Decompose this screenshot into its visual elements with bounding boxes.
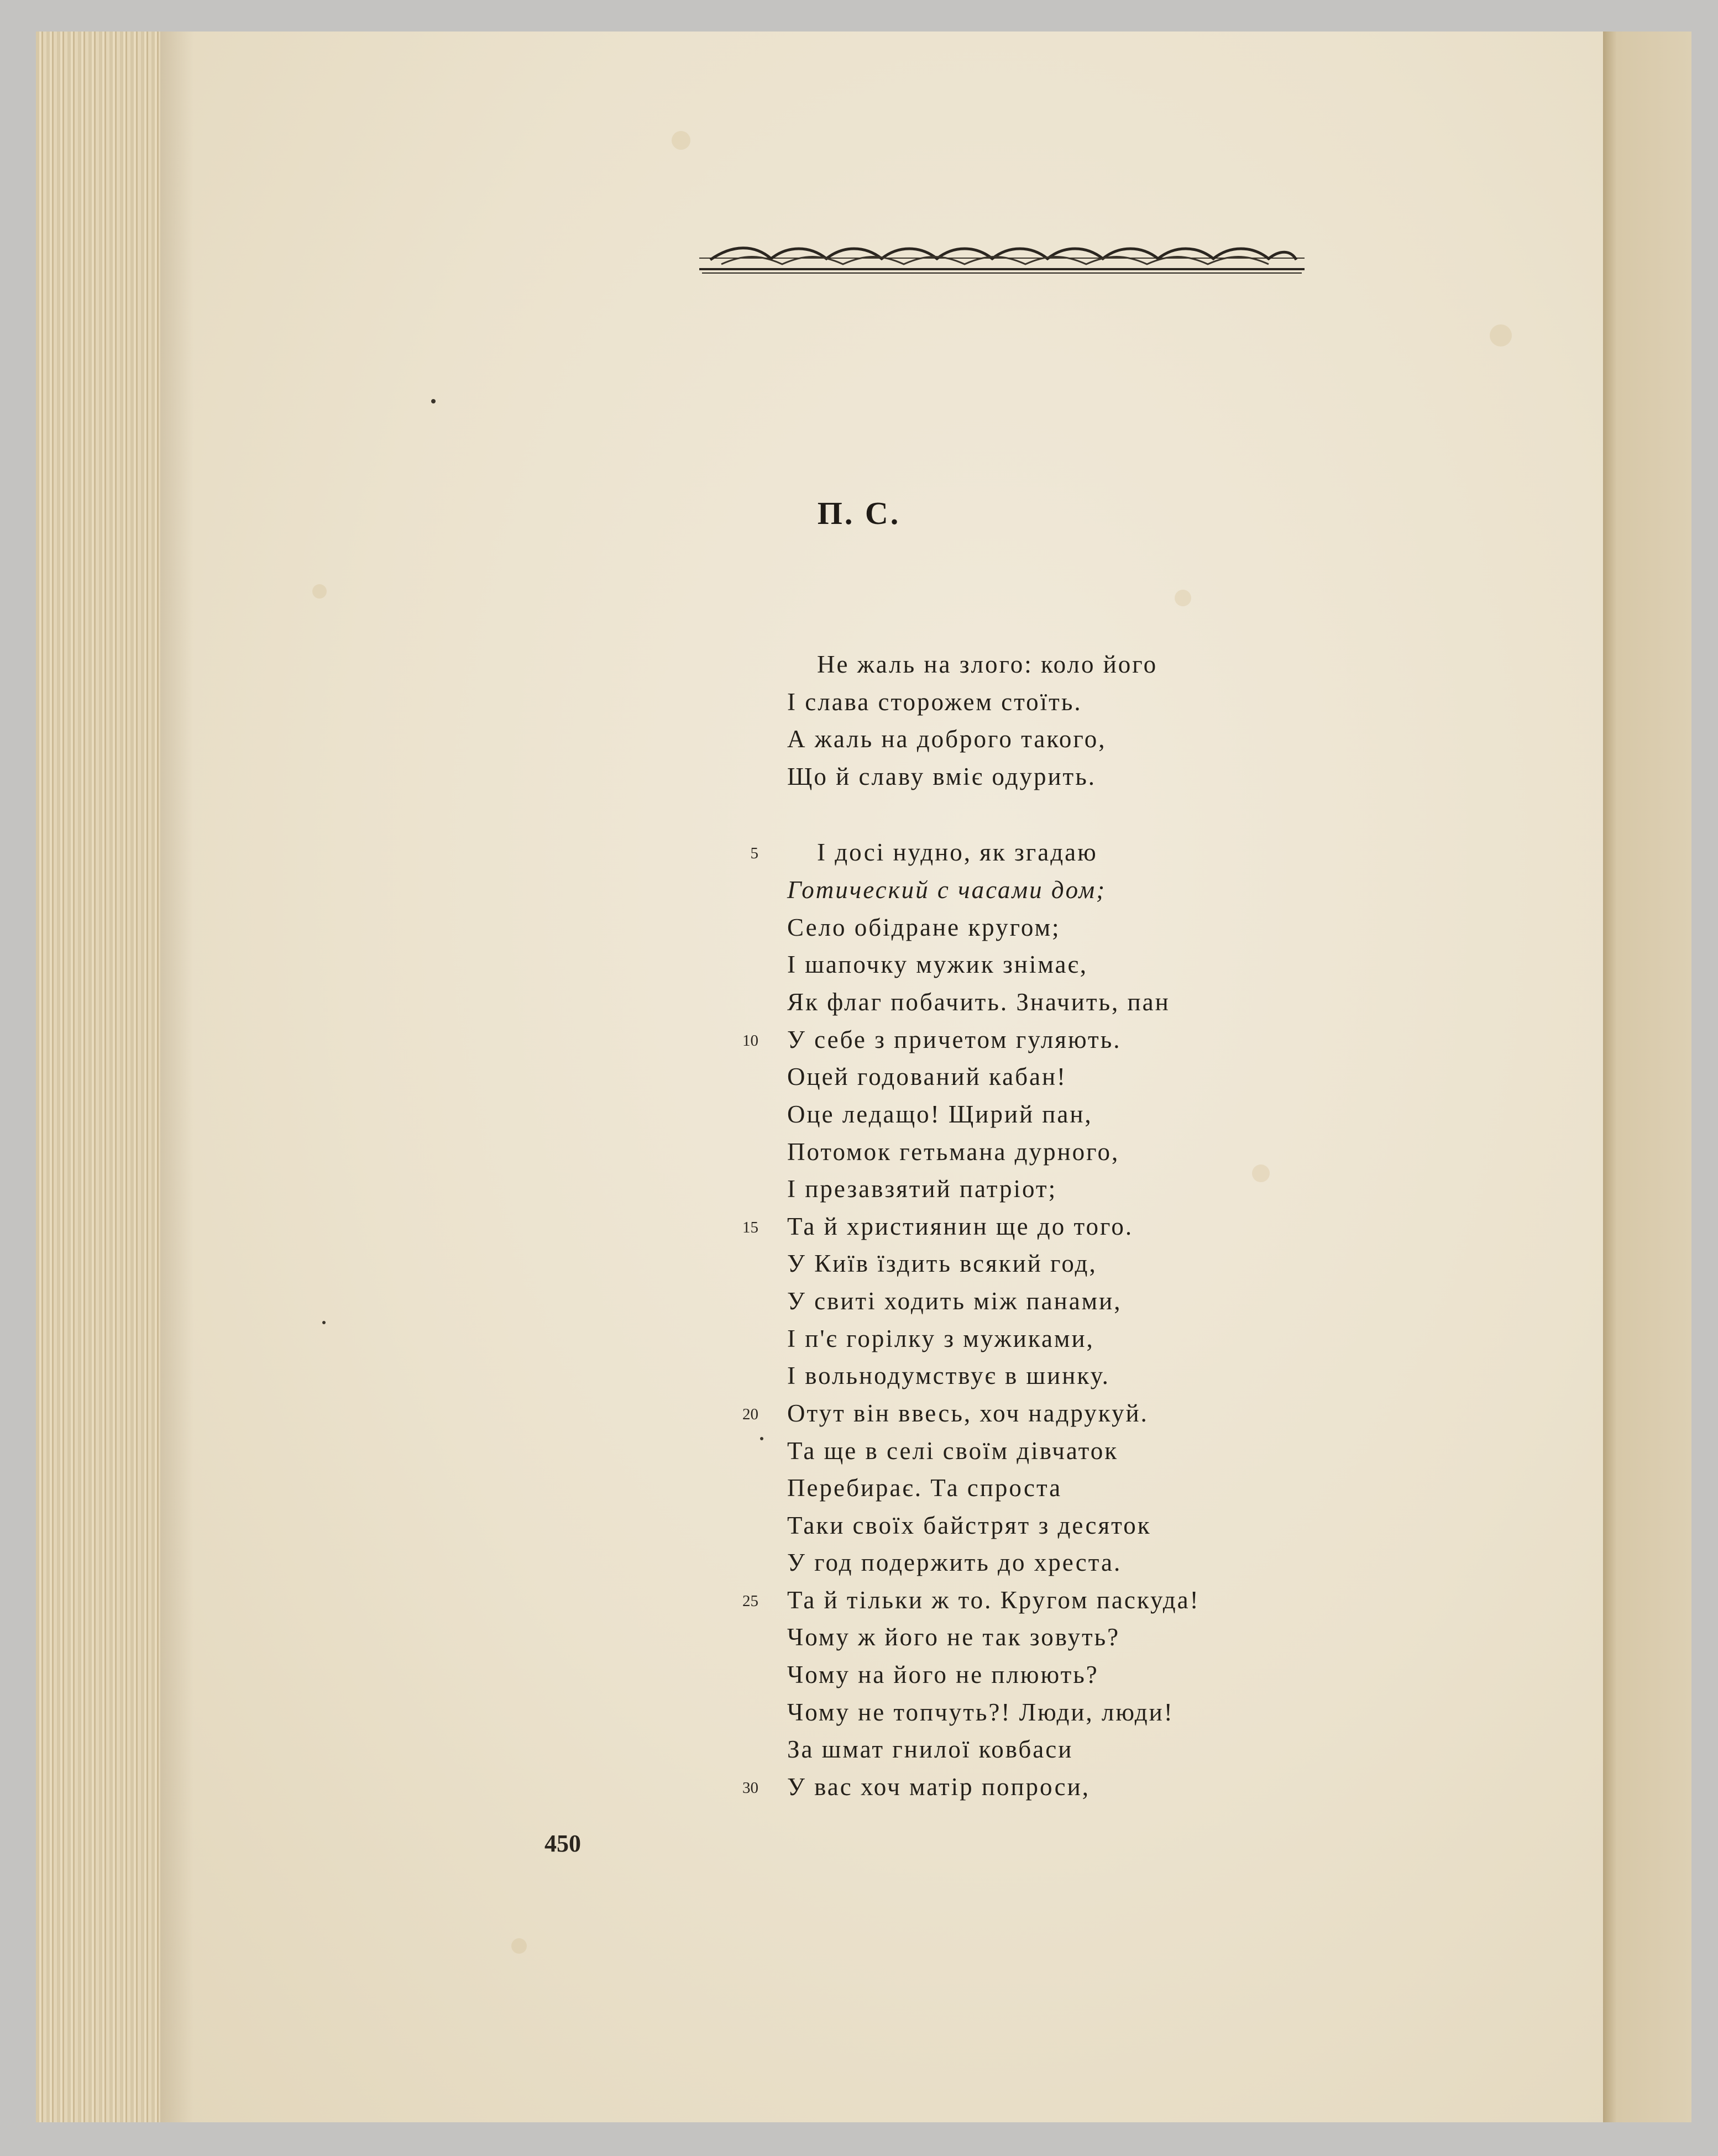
poem-line: За шмат гнилої ковбаси [787,1735,1073,1763]
page-number: 450 [544,1830,581,1857]
poem-line: І вольнодумствує в шинку. [787,1362,1110,1389]
poem-line: А жаль на доброго такого, [787,725,1107,753]
line-number: 15 [742,1219,758,1236]
poem-line: Отут він ввесь, хоч надрукуй. [787,1399,1149,1427]
poem-line: І п'є горілку з мужиками, [787,1325,1094,1352]
poem-line: Потомок гетьмана дурного, [787,1138,1120,1166]
line-number: 5 [750,844,758,862]
poem-line: Село обідране кругом; [787,914,1061,941]
poem-line: Оцей годований кабан! [787,1063,1067,1090]
poem-line: Та ще в селі своїм дівчаток [787,1437,1119,1465]
poem-line: Чому ж його не так зовуть? [787,1623,1120,1651]
poem-line: У вас хоч матір попроси, [787,1773,1090,1801]
poem-line: Перебирає. Та спроста [787,1474,1062,1502]
line-number: 30 [742,1779,758,1797]
poem-line: Та й тільки ж то. Кругом паскуда! [787,1586,1200,1614]
poem-line: І досі нудно, як згадаю [817,838,1098,866]
poem-line: Готический с часами дом; [787,876,1107,904]
poem-line: Таки своїх байстрят з десяток [787,1512,1151,1539]
poem-line: І шапочку мужик знімає, [787,951,1088,978]
poem-line: У год подержить до хреста. [787,1549,1122,1576]
ink-speck [322,1321,326,1324]
poem-line: Як флаг побачить. Значить, пан [787,988,1170,1016]
ink-speck [760,1437,763,1440]
poem-line: У свиті ходить між панами, [787,1287,1122,1315]
line-number: 25 [742,1592,758,1610]
poem-line: Чому на його не плюють? [787,1661,1099,1688]
line-number: 10 [742,1032,758,1050]
poem-line: Не жаль на злого: коло його [817,651,1158,678]
poem-line: У Київ їздить всякий год, [787,1250,1097,1277]
poem-line: І слава сторожем стоїть. [787,688,1082,716]
line-number: 20 [742,1405,758,1423]
poem-line: Чому не топчуть?! Люди, люди! [787,1698,1174,1726]
poem-line: І презавзятий патріот; [787,1175,1057,1203]
poem-line: Оце ледащо! Щирий пан, [787,1100,1093,1128]
poem-line: У себе з причетом гуляють. [787,1026,1122,1053]
ink-speck [431,399,436,403]
poem-line: Та й християнин ще до того. [787,1213,1134,1240]
poem-line: Що й славу вміє одурить. [787,763,1096,790]
poem-title: П. С. [817,495,901,531]
